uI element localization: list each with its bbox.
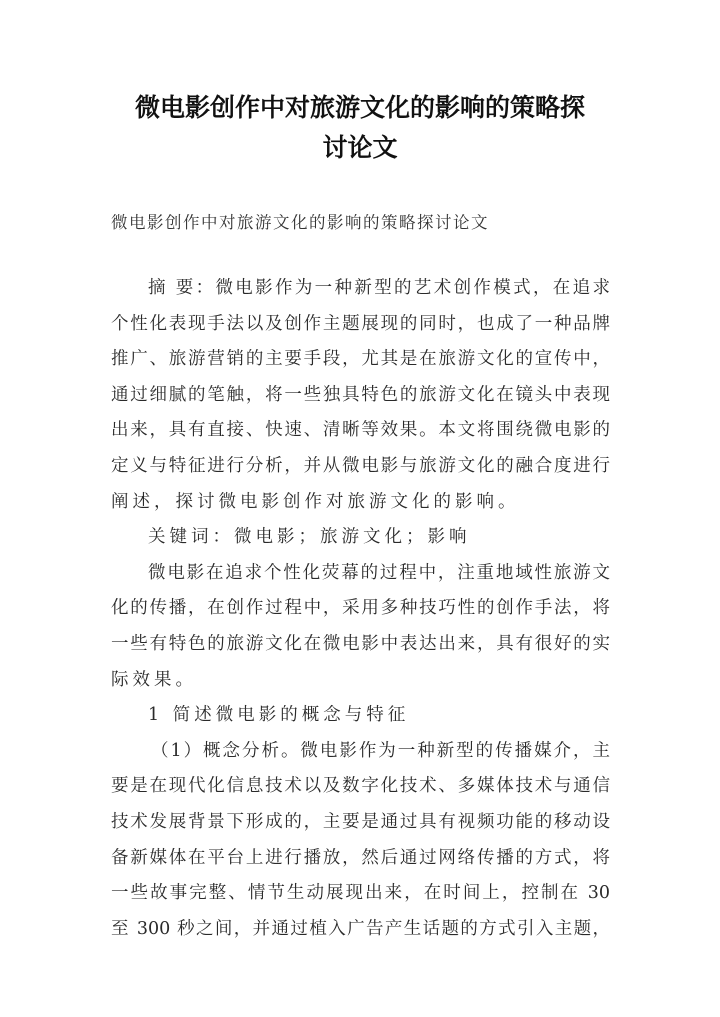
text-line: 阐述，探讨微电影创作对旅游文化的影响。: [111, 491, 520, 512]
document-subtitle: 微电影创作中对旅游文化的影响的策略探讨论文: [111, 213, 489, 232]
text-line: 定义与特征进行分析，并从微电影与旅游文化的融合度进行: [111, 455, 610, 476]
document-body: [111, 271, 610, 947]
text-line: （1）概念分析。微电影作为一种新型的传播媒介，主: [151, 740, 610, 761]
text-line: 推广、旅游营销的主要手段，尤其是在旅游文化的宣传中，: [111, 349, 610, 370]
text-line: 1 简述微电影的概念与特征: [148, 705, 410, 726]
text-line: 一些故事完整、情节生动展现出来，在时间上，控制在 30: [111, 883, 610, 904]
text-line: 关键词：微电影；旅游文化；影响: [148, 527, 471, 548]
text-line: 际效果。: [111, 669, 197, 690]
document-title-line-2: 讨论文: [322, 133, 398, 162]
text-line: 备新媒体在平台上进行播放，然后通过网络传播的方式，将: [111, 847, 610, 868]
text-line: 化的传播，在创作过程中，采用多种技巧性的创作手法，将: [111, 598, 610, 619]
text-line: 个性化表现手法以及创作主题展现的同时，也成了一种品牌: [111, 313, 610, 334]
text-line: 技术发展背景下形成的，主要是通过具有视频功能的移动设: [111, 811, 610, 832]
text-line: 摘 要：微电影作为一种新型的艺术创作模式，在追求: [148, 278, 610, 298]
text-line: 要是在现代化信息技术以及数字化技术、多媒体技术与通信: [111, 776, 610, 797]
document-title-line-1: 微电影创作中对旅游文化的影响的策略探: [134, 93, 585, 122]
text-line: 通过细腻的笔触，将一些独具特色的旅游文化在镜头中表现: [111, 384, 610, 405]
text-line: 一些有特色的旅游文化在微电影中表达出来，具有很好的实: [111, 633, 610, 654]
text-line: 微电影在追求个性化荧幕的过程中，注重地域性旅游文: [148, 562, 610, 583]
text-line: 出来，具有直接、快速、清晰等效果。本文将围绕微电影的: [111, 420, 610, 441]
text-line: 至 300 秒之间，并通过植入广告产生话题的方式引入主题，: [111, 918, 610, 939]
